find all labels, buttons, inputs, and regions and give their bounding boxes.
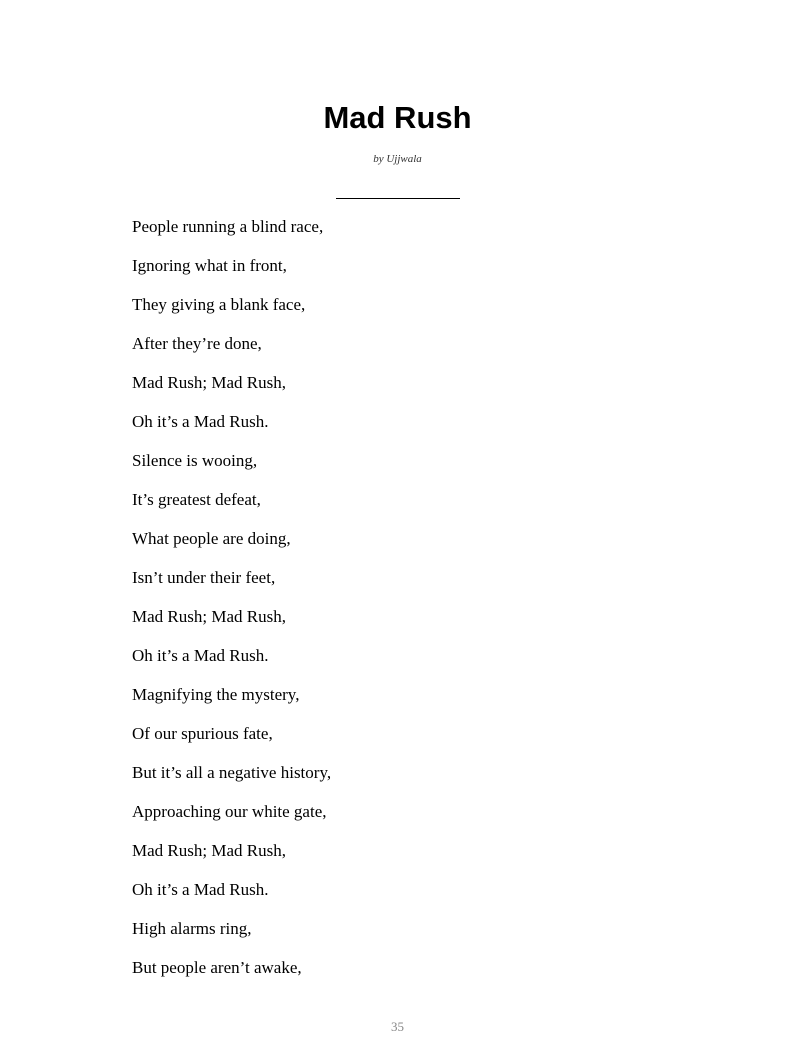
poem-line: High alarms ring, <box>132 919 252 938</box>
poem-line: Mad Rush; Mad Rush, <box>132 607 286 626</box>
poem-line: They giving a blank face, <box>132 295 306 314</box>
poem-line: Oh it’s a Mad Rush. <box>132 880 269 899</box>
poem-body <box>132 207 331 987</box>
poem-line: Isn’t under their feet, <box>132 568 276 587</box>
poem-line: Mad Rush; Mad Rush, <box>132 841 286 860</box>
poem-line: Oh it’s a Mad Rush. <box>132 646 269 665</box>
poem-line: Approaching our white gate, <box>132 802 327 821</box>
poem-line: Mad Rush; Mad Rush, <box>132 373 286 392</box>
poem-line: Ignoring what in front, <box>132 256 287 275</box>
poem-line: Silence is wooing, <box>132 451 258 470</box>
poem-line: It’s greatest defeat, <box>132 490 261 509</box>
poem-line: Of our spurious fate, <box>132 724 273 743</box>
poem-line: People running a blind race, <box>132 217 324 236</box>
poem-title: Mad Rush <box>323 100 472 135</box>
poem-line: What people are doing, <box>132 529 291 548</box>
poem-line: Magnifying the mystery, <box>132 685 300 704</box>
author-byline: by Ujjwala <box>373 153 422 165</box>
poem-line: But people aren’t awake, <box>132 958 302 977</box>
poem-line: Oh it’s a Mad Rush. <box>132 412 269 431</box>
poem-line: After they’re done, <box>132 334 262 353</box>
page-number: 35 <box>391 1019 404 1034</box>
poem-line: But it’s all a negative history, <box>132 763 332 782</box>
title-divider <box>336 198 460 199</box>
